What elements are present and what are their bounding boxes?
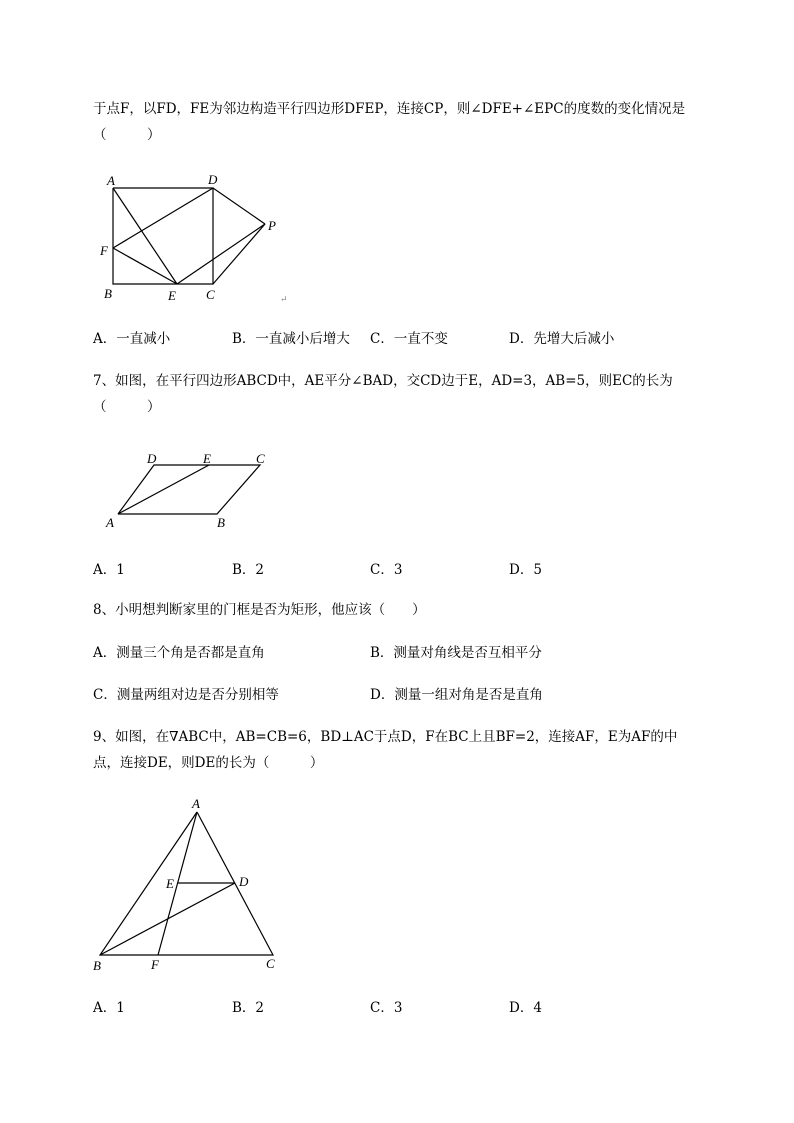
q6-label-d: D	[208, 172, 218, 187]
q9-option-a[interactable]: A．1	[93, 1000, 125, 1016]
q6-option-a[interactable]: A．一直减小	[93, 331, 171, 347]
q6-square	[113, 188, 213, 284]
q6-segment-cp	[213, 224, 265, 284]
q6-stem-line1: 于点F，以FD，FE为邻边构造平行四边形DFEP，连接CP，则∠DFE+∠EPC的度数的变化情况是	[93, 101, 686, 117]
q7-option-d[interactable]: D．5	[509, 562, 542, 578]
q8-option-b[interactable]: B．测量对角线是否互相平分	[370, 645, 542, 661]
q9-segment-af	[158, 812, 197, 955]
q7-label-d: D	[147, 451, 157, 466]
q7-option-b[interactable]: B．2	[232, 562, 265, 578]
q9-label-d: D	[239, 874, 249, 889]
q9-label-c: C	[266, 956, 275, 971]
q7-option-a[interactable]: A．1	[93, 562, 125, 578]
q9-stem-line2: 点，连接DE，则DE的长为（ ）	[93, 755, 324, 771]
q6-label-c: C	[206, 287, 215, 302]
q7-option-c[interactable]: C．3	[370, 562, 403, 578]
q6-label-e: E	[168, 288, 176, 303]
q7-label-b: B	[217, 515, 225, 530]
q6-label-p: P	[268, 218, 276, 233]
q8-stem: 8、小明想判断家里的门框是否为矩形，他应该（ ）	[93, 602, 426, 618]
q8-option-d[interactable]: D．测量一组对角是否是直角	[370, 687, 543, 703]
q6-segment-ae	[113, 188, 177, 284]
q9-label-a: A	[192, 796, 200, 811]
q6-label-b: B	[104, 286, 112, 301]
q9-option-b[interactable]: B．2	[232, 1000, 265, 1016]
q9-segment-bd	[100, 883, 235, 955]
q8-option-a[interactable]: A．测量三个角是否都是直角	[93, 645, 265, 661]
q7-label-a: A	[106, 515, 114, 530]
q8-option-c[interactable]: C．测量两组对边是否分别相等	[93, 687, 279, 703]
q6-option-b[interactable]: B．一直减小后增大	[232, 331, 350, 347]
q6-segment-dp	[213, 188, 265, 224]
q6-segment-fe	[113, 248, 177, 284]
q9-label-e: E	[166, 876, 174, 891]
q6-answer-blank: （ ）	[93, 127, 161, 143]
q7-label-c: C	[256, 451, 265, 466]
q9-option-d[interactable]: D．4	[509, 1000, 542, 1016]
q6-option-c[interactable]: C．一直不变	[370, 331, 448, 347]
q7-answer-blank: （ ）	[93, 399, 161, 415]
return-mark-icon: ↵	[280, 294, 288, 304]
q9-option-c[interactable]: C．3	[370, 1000, 403, 1016]
q9-stem-line1: 9、如图，在∇ABC中，AB=CB=6，BD⊥AC于点D，F在BC上且BF=2，连接AF，E为AF的中	[93, 729, 678, 745]
q7-parallelogram	[118, 465, 260, 514]
q7-stem-line1: 7、如图，在平行四边形ABCD中，AE平分∠BAD，交CD边于E，AD=3，AB=5，则EC的长为	[93, 373, 673, 389]
q6-option-d[interactable]: D．先增大后减小	[509, 331, 615, 347]
q9-triangle	[100, 812, 273, 955]
q6-segment-fd	[113, 188, 213, 248]
q7-label-e: E	[203, 451, 211, 466]
q9-label-f: F	[151, 957, 159, 972]
q6-label-a: A	[107, 173, 115, 188]
q6-label-f: F	[100, 243, 108, 258]
q7-segment-ae	[118, 465, 209, 514]
q9-label-b: B	[93, 958, 101, 973]
q6-segment-ep	[177, 224, 265, 284]
